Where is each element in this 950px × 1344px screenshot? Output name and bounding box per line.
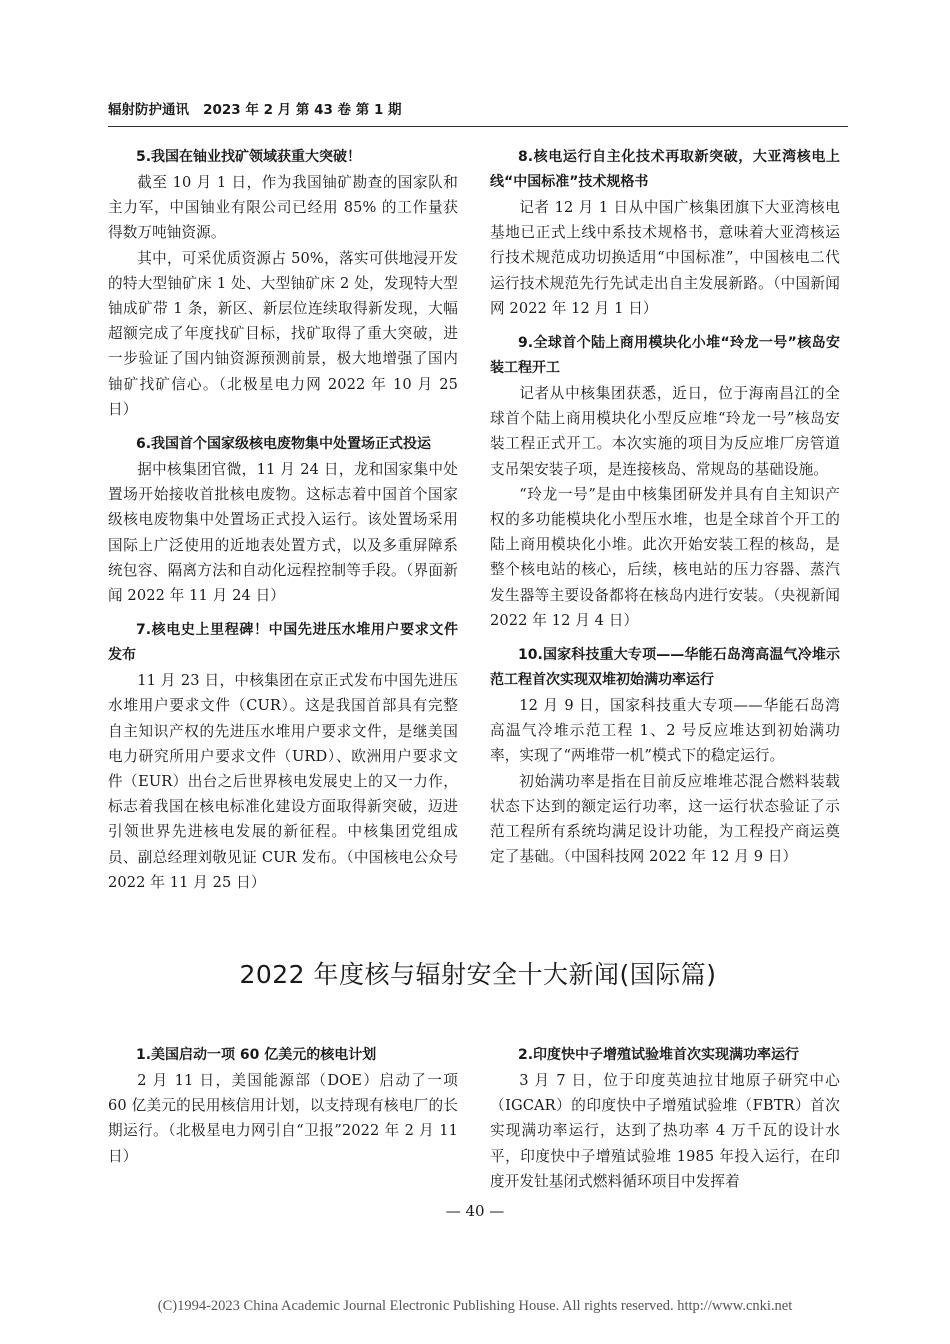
article-title: 6.我国首个国家级核电废物集中处置场正式投运 [136, 436, 432, 453]
article-title: 8.核电运行自主化技术再取新突破，大亚湾核电上线“中国标准”技术规格书 [490, 149, 840, 190]
article-paragraph: 12 月 9 日，国家科技重大专项——华能石岛湾高温气冷堆示范工程 1、2 号反应堆达到初始满功率，实现了“两堆带一机”模式下的稳定运行。 [490, 697, 840, 765]
article-8 [490, 145, 840, 321]
column-left-bottom [108, 1043, 458, 1179]
article-5 [108, 145, 458, 422]
article-title: 1.美国启动一项 60 亿美元的核电计划 [136, 1047, 377, 1063]
article-paragraph: 2 月 11 日，美国能源部（DOE）启动了一项 60 亿美元的民用核信用计划，以支持现有核电厂的长期运行。（北极星电力网引自“卫报”2022 年 2 月 11 日） [108, 1072, 458, 1165]
header-rule [108, 126, 848, 127]
article-title: 9.全球首个陆上商用模块化小堆“玲龙一号”核岛安装工程开工 [490, 335, 840, 377]
article-9 [490, 331, 840, 633]
article-title: 10.国家科技重大专项——华能石岛湾高温气冷堆示范工程首次实现双堆初始满功率运行 [490, 647, 840, 689]
intl-article-1 [108, 1043, 458, 1169]
article-paragraph: 据中核集团官微，11 月 24 日，龙和国家集中处置场开始接收首批核电废物。这标志着中国首个国家级核电废物集中处置场正式投入运行。该处置场采用国际上广泛使用的近地表处置方式，以及多重屏障系统包容、隔离方法和自动化远程控制等手段。（界面新闻 2022 年 11 月 24 日） [108, 461, 458, 605]
issue-info: 2023 年 2 月 第 43 卷 第 1 期 [203, 102, 402, 118]
article-title: 7.核电史上里程碑！中国先进压水堆用户要求文件发布 [108, 622, 458, 664]
column-right-bottom [490, 1043, 840, 1204]
article-10 [490, 643, 840, 869]
article-7 [108, 618, 458, 895]
section-title: 2022 年度核与辐射安全十大新闻(国际篇) [239, 960, 717, 989]
column-left-top [108, 145, 458, 905]
copyright-footer: (C)1994-2023 China Academic Journal Electronic Publishing House. All rights reserved. http://www.cnki.net [157, 1298, 793, 1314]
journal-name: 辐射防护通讯 [108, 102, 189, 118]
article-paragraph: 初始满功率是指在目前反应堆堆芯混合燃料装载状态下达到的额定运行功率，这一运行状态验证了示范工程所有系统均满足设计功能，为工程投产商运奠定了基础。（中国科技网 2022 年 12 月 9 日） [490, 772, 840, 866]
article-paragraph: “玲龙一号”是由中核集团研发并具有自主知识产权的多功能模块化小型压水堆，也是全球首个开工的陆上商用模块化小堆。此次开始安装工程的核岛，是整个核电站的核心，后续，核电站的压力容器、蒸汽发生器等主要设备都将在核岛内进行安装。（央视新闻 2022 年 12 月 4 日） [490, 485, 840, 629]
article-6 [108, 432, 458, 608]
article-paragraph: 其中，可采优质资源占 50%，落实可供地浸开发的特大型铀矿床 1 处、大型铀矿床 2 处，发现特大型铀成矿带 1 条，新区、新层位连续取得新发现，大幅超额完成了年度找矿目标，找矿取得了重大突破，进一步验证了国内铀资源预测前景，极大地增强了国内铀矿找矿信心。（北极星电力网 2022 年 10 月 25 日） [108, 249, 458, 418]
article-paragraph: 3 月 7 日，位于印度英迪拉甘地原子研究中心（IGCAR）的印度快中子增殖试验堆（FBTR）首次实现满功率运行，达到了热功率 4 万千瓦的设计水平，印度快中子增殖试验堆 1985 年投入运行，在印度开发钍基闭式燃料循环项目中发挥着 [490, 1072, 840, 1190]
running-header [108, 101, 848, 119]
article-paragraph: 记者 12 月 1 日从中国广核集团旗下大亚湾核电基地已正式上线中系技术规格书，意味着大亚湾核运行技术规范成功切换适用“中国标准”，中国核电二代运行技术规范先行先试走出自主发展新路。（中国新闻网 2022 年 12 月 1 日） [490, 199, 840, 317]
column-right-top [490, 145, 840, 879]
page-number: — 40 — [445, 1202, 505, 1220]
article-title: 5.我国在铀业找矿领域获重大突破！ [136, 149, 362, 165]
article-title: 2.印度快中子增殖试验堆首次实现满功率运行 [518, 1047, 800, 1063]
intl-article-2 [490, 1043, 840, 1194]
article-paragraph: 记者从中核集团获悉，近日，位于海南昌江的全球首个陆上商用模块化小型反应堆“玲龙一号”核岛安装工程正式开工。本次实施的项目为反应堆厂房管道支吊架安装子项，是连接核岛、常规岛的基础设施。 [490, 385, 840, 478]
article-paragraph: 11 月 23 日，中核集团在京正式发布中国先进压水堆用户要求文件（CUR）。这是我国首部具有完整自主知识产权的先进压水堆用户要求文件，是继美国电力研究所用户要求文件（URD）、欧洲用户要求文件（EUR）出台之后世界核电发展史上的又一力作，标志着我国在核电标准化建设方面取得新突破，迈进引领世界先进核电发展的新征程。中核集团党组成员、副总经理刘敬见证 CUR 发布。（中国核电公众号 2022 年 11 月 25 日） [108, 672, 458, 891]
article-paragraph: 截至 10 月 1 日，作为我国铀矿勘查的国家队和主力军，中国铀业有限公司已经用 85% 的工作量获得数万吨铀资源。 [108, 174, 458, 242]
